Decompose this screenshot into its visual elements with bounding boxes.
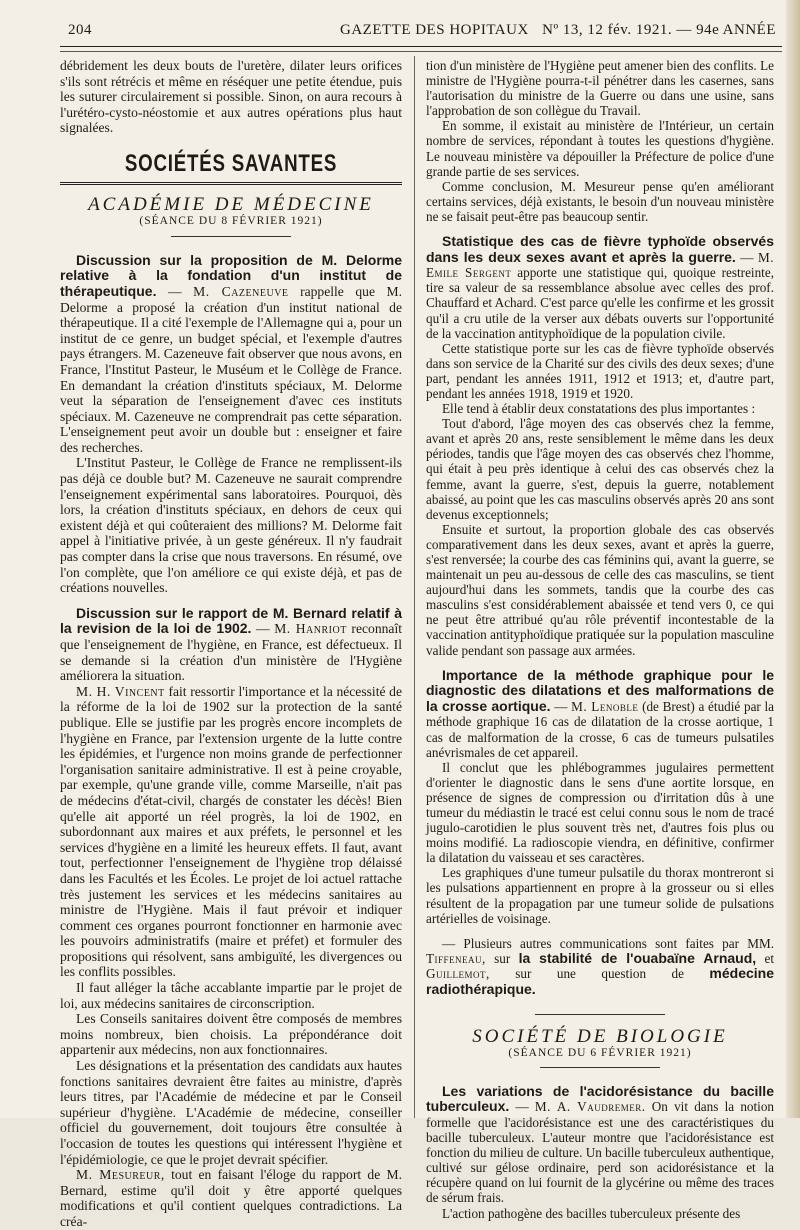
article-hanriot: Discussion sur le rapport de M. Bernard relatif à la revision de la loi de 1902. — M. Hanriot reconnaît que l'enseignement de l'hygiène, en France, est défectueux. Il se demande si la création d'un ministère de l'Hygiène améliorera la situation.	[60, 604, 402, 684]
other-communications	[426, 936, 774, 998]
paragraph: Cette statistique porte sur les cas de fièvre typhoïde observés dans son service de la Charité sur des civils des deux sexes; d'une part, pendant les années 1911, 1912 et 1913; et, d'autre part, pendant les années 1918, 1919 et 1920.	[426, 340, 774, 401]
paragraph: tion d'un ministère de l'Hygiène peut amener bien des conflits. Le ministre de l'Hygiène pourra-t-il pénétrer dans les casernes, sans l'autorisation du ministre de la Guerre ou dans une usine, sans l'approbation de son collègue du Travail.	[426, 58, 774, 119]
paragraph: Tout d'abord, l'âge moyen des cas observés chez la femme, avant et après 20 ans, reste sensiblement le même dans les deux périodes, tandis que l'âge moyen des cas observés chez l'homme, qui était à peu près identique à celui des cas observés chez la femme, avant la guerre, s'est, depuis la guerre, notablement abaissé, au point que les cas masculins observés après 20 ans sont devenus exceptionnels;	[426, 416, 774, 522]
paragraph: Les désignations et la présentation des candidats aux hautes fonctions sanitaires devraient être faites au ministre, d'après leurs titres, par l'Académie de médecine et par le Conseil supérieur d'hygiène. L'Académie de médecine, conseiller officiel du gouvernement, doit toujours être consultée à l'occasion de toutes les questions qui intéressent l'hygiène et l'épidémiologie, ce que le projet devrait spécifier.	[60, 1058, 402, 1167]
speaker-name: Guillemot,	[426, 966, 490, 982]
header-rule-thin	[60, 51, 782, 52]
paragraph: Il conclut que les phlébogrammes jugulaires permettent d'orienter le diagnostic dans le sens d'une aortite lorsque, en présence de signes de compression ou d'irritation dûs à une tumeur du médiastin le tracé est celui connu sous le nom de tracé jugulo-carotidien le plus souvent très net, d'autres fois plus ou moins modifié. La radioscopie viendra, en définitive, confirmer la dilatation du vaisseau et ses caractères.	[426, 759, 774, 866]
academy-session: (SÉANCE DU 8 FÉVRIER 1921)	[139, 215, 323, 228]
paragraph: rappelle que M. Delorme a proposé la création d'un institut national de thérapeutique. Il a cité l'exemple de l'Allemagne qui a, pour un institut de ce genre, un budget spécial, et l'exemple d'autres pays étrangers. M. Cazeneuve fait observer que nous avons, en France, l'Institut Pasteur, le Muséum et le Collège de France. En demandant la création d'instituts spéciaux, M. Delorme veut la séparation de l'enseignement d'avec ces instituts spéciaux. M. Cazeneuve ne comprendrait pas cette séparation. L'enseignement peut avoir un double but : enseigner et faire des recherches.	[60, 283, 403, 455]
article-rubric: Discussion sur la proposition de M. Delorme relative à la fondation d'un institut de thérapeutique.	[60, 251, 402, 299]
paragraph: et	[764, 950, 775, 966]
speaker-name: M. A. Vaudremer.	[534, 1099, 646, 1115]
paragraph: sur une question de	[515, 966, 684, 982]
academy-title: ACADÉMIE DE MÉDECINE	[88, 193, 374, 215]
paragraph: reconnaît que l'enseignement de l'hygiène, en France, est défectueux. Il se demande si la création d'un ministère de l'Hygiène améliorera la situation.	[60, 621, 402, 684]
paragraph: Les graphiques d'une tumeur pulsatile du thorax montreront si les pulsations appartiennent en propre à la grosseur ou si elles résultent de la propagation par une tumeur solide de pulsations artérielles de voisinage.	[426, 865, 774, 926]
speaker-name: M. Cazeneuve	[193, 283, 289, 299]
paragraph: Il faut alléger la tâche accablante impartie par le projet de loi, aux médecins sanitaires de circonscription.	[60, 980, 402, 1011]
paragraph: L'Institut Pasteur, le Collège de France ne remplissent-ils pas déjà ce double but? M. Cazeneuve ne saurait comprendre l'enseignement expérimental sans laboratoires. Pourquoi, dès lors, la création d'instituts spéciaux, en dehors de ceux qui existent déjà et qui coûteraient des millions? M. Delorme fait appel à l'initiative privée, à un geste généreux. Il n'y faudrait pas compter dans la crise que nous traversons. En résumé, ove l'on complète, que l'on améliore ce qui existe déjà, et pas de créations nouvelles.	[60, 455, 402, 596]
speaker-name: M. Lenoble	[571, 698, 639, 714]
article-rubric: Importance de la méthode graphique pour le diagnostic des dilatations et des malformations de la crosse aortique.	[426, 666, 774, 714]
society-title: SOCIÉTÉ DE BIOLOGIE	[472, 1025, 728, 1047]
paragraph: fait ressortir l'importance et la nécessité de la réforme de la loi de 1902 sur la protection de la santé publique. Elle se justifie par les progrès encore incomplets de l'hygiène en France, par l'extension urgente de la lutte contre les épidémies, et l'urgence non moins grande de perfectionner l'organisation sanitaire administrative. Il est à peine croyable, par exemple, qu'une grande ville, comme Marseille, n'ait pas de médecins d'état-civil, chargés de constater les décès! Bien qu'elle ait apporté un réel progrès, la loi de 1902, en subordonnant aux maires et aux préfets, le personnel et les services d'hygiène en a limité les heureux effets. Il faut, avant tout, perfectionner l'enseignement de l'hygiène trop délaissé dans les Facultés et les Écoles. Le projet de loi actuel rattache très justement les services et les médecins sanitaires au ministre de l'Hygiène. Mais il faut prévoir et indiquer comment ces organes pourront fonctionner en harmonie avec les pouvoirs administratifs (maire et préfet) et formuler des propositions qui résolvent, sans ambiguïté, les divergences ou les conflits possibles.	[60, 683, 403, 980]
article-rubric: Discussion sur le rapport de M. Bernard relatif à la revision de la loi de 1902.	[60, 604, 402, 637]
page-number: 204	[68, 22, 92, 38]
paragraph: (de Brest) a étudié par la méthode graphique 16 cas de dilatation de la crosse aortique, 1 cas de malformation de la crosse, 6 cas de tumeurs pulsatiles anévrismales de cet appareil.	[426, 698, 775, 760]
society-session: (SÉANCE DU 6 FÉVRIER 1921)	[508, 1046, 692, 1059]
speaker-name: M. Hanriot	[274, 621, 347, 637]
paragraph: On vit dans la notion formelle que l'acidorésistance est une des caractéristiques du bacille tuberculeux. L'auteur montre que l'acidorésistance est fonction du milieu de culture. Un bacille tuberculeux authentique, cultivé sur gélose ordinaire, perd son acidorésistance et la récupère quand on lui fournit de la glycérine ou même des traces de sérum frais.	[426, 1099, 775, 1206]
speaker-name: M. H. Vincent	[76, 683, 165, 699]
right-column	[426, 58, 774, 1221]
paragraph: Ensuite et surtout, la proportion globale des cas observés comparativement dans les deux sexes, avant et après la guerre, s'est renversée; la courbe des cas féminins qui, avant la guerre, se maintenait un peu au-dessous de celle des cas masculins, se tient aujourd'hui dans les sommets, tandis que la courbe des cas masculins s'est considérablement abaissée et tend vers 0, ce qui ne peut être attribué qu'au rôle préventif incontestable de la vaccination antityphoïdique pratiquée sur la population masculine valide pendant son passage aux armées.	[426, 521, 774, 658]
paragraph: Elle tend à établir deux constatations des plus importantes :	[442, 401, 756, 417]
left-column	[60, 58, 402, 1230]
article-sergent: Statistique des cas de fièvre typhoïde observés dans les deux sexes avant et après la guerre. — M. Emile Sergent apporte une statistique qui, quoique restreinte, tire sa valeur de sa ressemblance absolue avec celles des prof. Chauffard et Achard. C'est parce qu'elle les confirme et les grossit qu'il a cru utile de la verser aux débats ouverts sur l'opportunité de la vaccination antityphoïdique de la population civile.	[426, 233, 774, 341]
article-mesureur	[60, 1167, 402, 1229]
article-vaudremer: Les variations de l'acidorésistance du bacille tuberculeux. — M. A. Vaudremer. On vit dans la notion formelle que l'acidorésistance est une des caractéristiques du bacille tuberculeux. L'auteur montre que l'acidorésistance est fonction du milieu de culture. Un bacille tuberculeux authentique, cultivé sur gélose ordinaire, perd son acidorésistance et la récupère quand on lui fournit de la glycérine ou même des traces de sérum frais.	[426, 1082, 775, 1206]
page-spine-shadow	[786, 0, 800, 1118]
article-rubric: Les variations de l'acidorésistance du bacille tuberculeux.	[426, 1082, 774, 1115]
paragraph: — Plusieurs autres communications sont faites par MM.	[442, 935, 774, 951]
column-divider	[414, 56, 415, 1118]
section-title: SOCIÉTÉS SAVANTES	[124, 149, 338, 177]
article-rubric: Statistique des cas de fièvre typhoïde observés dans les deux sexes avant et après la guerre.	[426, 233, 774, 265]
society-rule	[540, 1067, 660, 1068]
running-header	[62, 20, 780, 44]
academy-rule	[171, 236, 291, 237]
journal-title: GAZETTE DES HOPITAUX	[340, 22, 529, 38]
header-rule	[60, 46, 782, 47]
paragraph: sur	[494, 950, 511, 966]
speaker-name: M. Mesureur,	[76, 1167, 165, 1183]
article-cazeneuve: Discussion sur la proposition de M. Delorme relative à la fondation d'un institut de thérapeutique. — M. Cazeneuve rappelle que M. Delorme a proposé la création d'un institut national de thérapeutique. Il a cité l'exemple de l'Allemagne qui a, pour un institut de ce genre, un budget spécial, et l'exemple d'autres pays étrangers. M. Cazeneuve fait observer que nous avons, en France, l'Institut Pasteur, le Muséum et le Collège de France. En demandant la création d'instituts spéciaux, M. Delorme veut la séparation de l'enseignement d'avec ces instituts spéciaux. M. Cazeneuve ne comprendrait pas cette séparation. L'enseignement peut avoir un double but : enseigner et faire des recherches.	[60, 251, 403, 455]
communication-title: médecine radiothérapique.	[426, 965, 775, 998]
issue-info: Nº 13, 12 fév. 1921. — 94e ANNÉE	[542, 22, 776, 38]
communication-title: la stabilité de l'ouabaïne Arnaud,	[518, 949, 757, 966]
paragraph: apporte une statistique qui, quoique restreinte, tire sa valeur de sa ressemblance absolue avec celles des prof. Chauffard et Achard. C'est parce qu'elle les confirme et les grossit qu'il a cru utile de la verser aux débats ouverts sur l'opportunité de la vaccination antityphoïdique de la population civile.	[426, 265, 774, 341]
paragraph: L'action pathogène des bacilles tuberculeux présente des	[442, 1205, 741, 1221]
section-rule	[60, 182, 402, 185]
article-vincent	[60, 684, 402, 980]
paragraph: En somme, il existait au ministère de l'Intérieur, un certain nombre de services, répondant à toutes les questions d'hygiène. Le nouveau ministère va dépouiller la Préfecture de police d'une grande partie de ses services.	[426, 118, 774, 179]
society-separator	[535, 1014, 665, 1015]
paragraph: tout en faisant l'éloge du rapport de M. Bernard, estime qu'il doit y être apporté quelques modifications et qu'il contient quelques contradictions. La créa-	[60, 1167, 402, 1229]
paragraph: Les Conseils sanitaires doivent être composés de membres moins nombreux, bien choisis. La prépondérance doit appartenir aux médecins, non aux fonctionnaires.	[60, 1011, 402, 1058]
speaker-name: Tiffeneau,	[426, 950, 486, 966]
article-lenoble: Importance de la méthode graphique pour le diagnostic des dilatations et des malformations de la crosse aortique. — M. Lenoble (de Brest) a étudié par la méthode graphique 16 cas de dilatation de la crosse aortique, 1 cas de malformation de la crosse, 6 cas de tumeurs pulsatiles anévrismales de cet appareil.	[426, 666, 775, 760]
speaker-name: M. Emile Sergent	[426, 249, 774, 281]
paragraph: Comme conclusion, M. Mesureur pense qu'en améliorant certains services, déjà existants, le besoin d'un nouveau ministère ne se faisait peut-être pas beaucoup sentir.	[426, 178, 774, 224]
continued-text: débridement les deux bouts de l'uretère, dilater leurs orifices s'ils sont rétrécis et même en réséquer une petite étendue, puis les suturer circulairement si possible. Sinon, on aura recours à l'urétéro-cysto-néostomie et aux autres opérations plus haut signalées.	[60, 58, 402, 136]
